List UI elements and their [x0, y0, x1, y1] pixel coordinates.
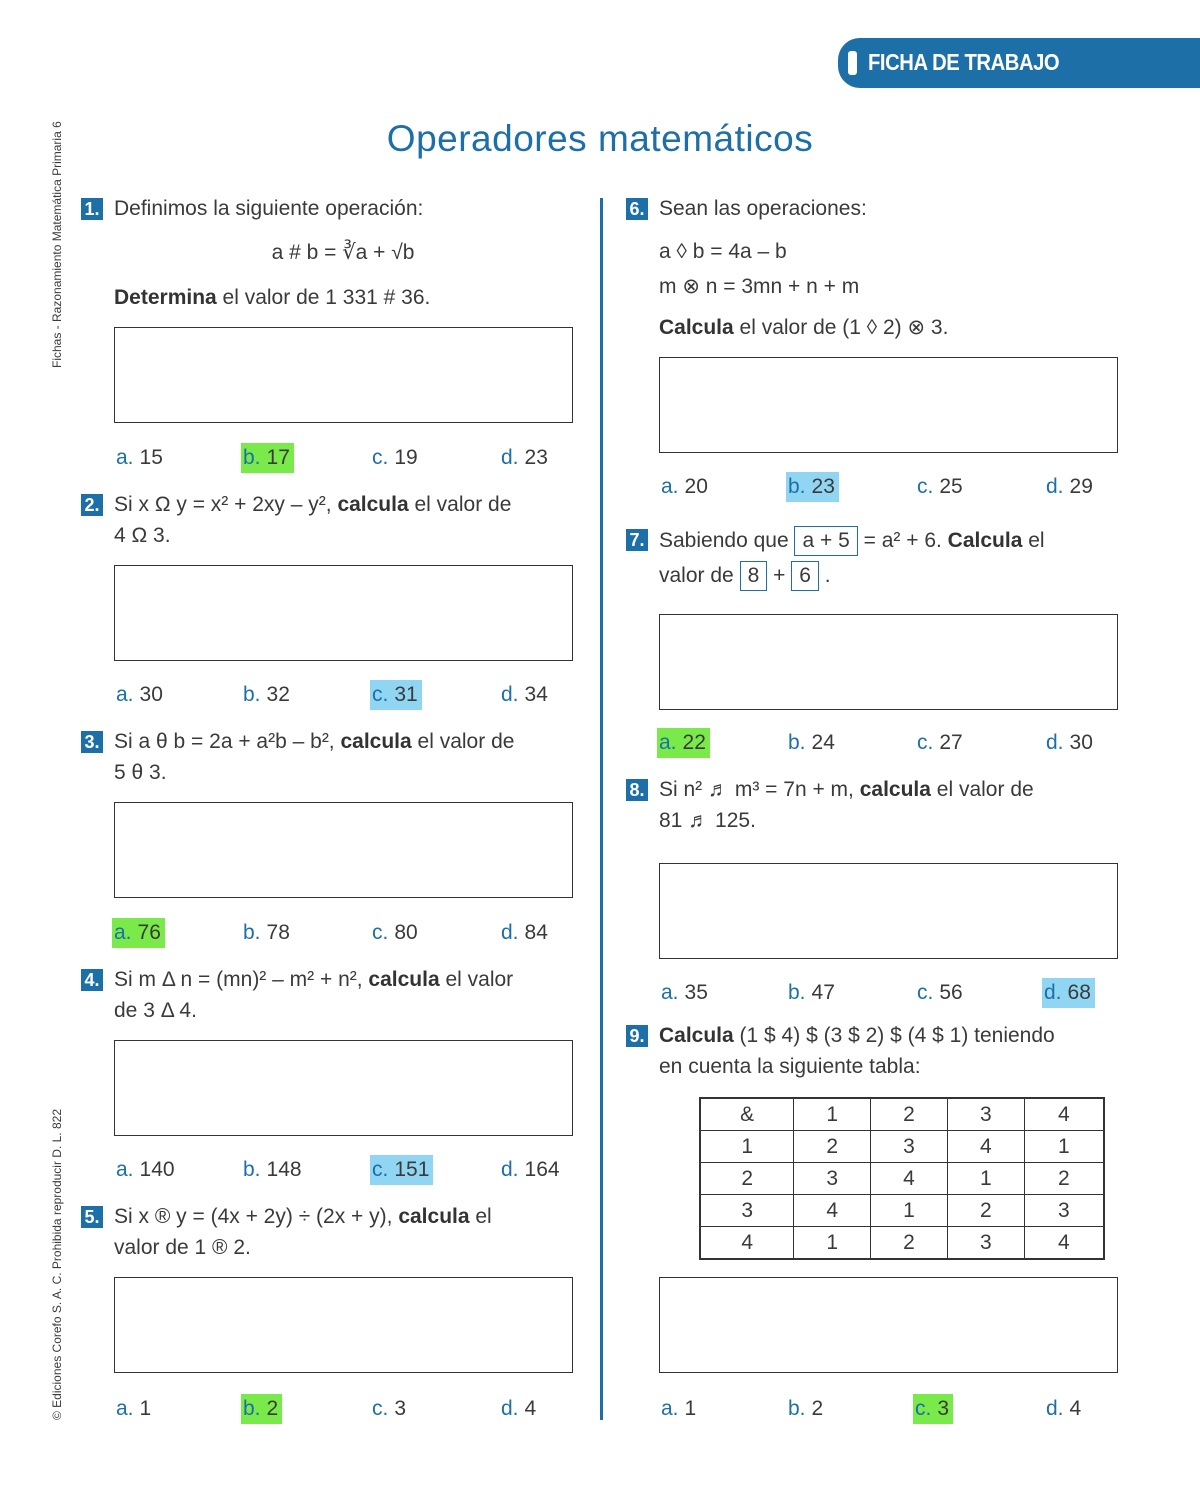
option-letter: c. — [917, 475, 934, 498]
option-letter: c. — [917, 731, 934, 754]
header-banner — [838, 38, 1200, 88]
option-letter: d. — [501, 683, 519, 706]
option-value: 148 — [266, 1158, 302, 1181]
option-value: 3 — [394, 1397, 407, 1420]
boxed-operator: 6 — [791, 561, 819, 591]
option-value: 1 — [139, 1397, 152, 1420]
table-cell: 4 — [794, 1195, 871, 1227]
question-text-part: Si m Δ n = (mn)² – m² + n², — [114, 968, 369, 991]
option-letter: b. — [788, 981, 806, 1004]
option-value: 3 — [937, 1397, 950, 1420]
table-cell: 2 — [794, 1131, 871, 1163]
option-c[interactable] — [370, 918, 422, 948]
table-row — [700, 1131, 1104, 1163]
table-cell: 4 — [947, 1131, 1024, 1163]
table-cell: 3 — [1024, 1195, 1104, 1227]
boxed-operator: 8 — [740, 561, 768, 591]
table-cell: 3 — [947, 1098, 1024, 1131]
option-value: 29 — [1069, 475, 1093, 498]
option-letter: a. — [659, 731, 677, 754]
plus-sign: + — [773, 564, 786, 587]
option-letter: a. — [661, 1397, 679, 1420]
option-a[interactable] — [114, 443, 167, 473]
option-b[interactable] — [241, 918, 294, 948]
table-cell: 3 — [700, 1195, 794, 1227]
option-d[interactable] — [499, 918, 552, 948]
option-value: 4 — [1069, 1397, 1082, 1420]
side-caption-top: Fichas - Razonamiento Matemática Primaria 6 — [50, 121, 64, 368]
option-c[interactable] — [370, 1155, 433, 1185]
option-value: 68 — [1067, 981, 1091, 1004]
answer-box[interactable] — [114, 1040, 573, 1136]
option-letter: d. — [1046, 475, 1064, 498]
option-letter: c. — [372, 683, 389, 706]
banner-title: FICHA DE TRABAJO — [868, 49, 1060, 75]
option-letter: c. — [372, 921, 389, 944]
option-b[interactable] — [241, 1155, 306, 1185]
formula: a # b = ∛a + √b — [271, 241, 415, 264]
question-text-rest: el valor de — [930, 778, 1034, 801]
answer-box[interactable] — [114, 565, 573, 661]
operation-table — [699, 1097, 1105, 1260]
option-value: 56 — [939, 981, 963, 1004]
option-a[interactable] — [657, 728, 710, 758]
table-cell: 4 — [1024, 1098, 1104, 1131]
question-text-rest: el valor de 1 331 # 36. — [216, 286, 431, 309]
option-a[interactable] — [659, 978, 712, 1008]
question-number: 4. — [81, 969, 103, 991]
question-text — [114, 964, 574, 1026]
table-cell: 2 — [871, 1098, 948, 1131]
option-letter: b. — [243, 921, 261, 944]
table-cell: 4 — [871, 1163, 948, 1195]
formula: m ⊗ n = 3mn + n + m — [659, 275, 860, 298]
answer-box[interactable] — [659, 1277, 1118, 1373]
question-text-line2: valor de 1 ® 2. — [114, 1236, 251, 1259]
option-value: 19 — [394, 446, 418, 469]
question-number: 5. — [81, 1206, 103, 1228]
option-value: 32 — [266, 683, 290, 706]
keyword: calcula — [337, 493, 409, 516]
option-letter: c. — [372, 446, 389, 469]
boxed-operator: a + 5 — [794, 526, 857, 556]
question-number: 3. — [81, 731, 103, 753]
option-letter: b. — [788, 731, 806, 754]
option-b[interactable] — [786, 1394, 827, 1424]
question-text — [659, 774, 1119, 836]
option-letter: b. — [243, 446, 261, 469]
question-text-line2: 81 ♬ 125. — [659, 809, 756, 832]
question-text-part: valor de — [659, 564, 734, 587]
option-b[interactable] — [786, 978, 839, 1008]
table-cell: 1 — [1024, 1131, 1104, 1163]
keyword: Calcula — [659, 316, 734, 339]
table-cell: 3 — [947, 1227, 1024, 1260]
keyword: calcula — [859, 778, 931, 801]
table-row — [700, 1163, 1104, 1195]
question-text-rest: el valor de — [411, 730, 515, 753]
option-value: 27 — [939, 731, 963, 754]
option-letter: a. — [116, 446, 134, 469]
option-letter: d. — [1046, 1397, 1064, 1420]
option-a[interactable] — [112, 918, 165, 948]
answer-box[interactable] — [114, 802, 573, 898]
option-a[interactable] — [659, 1394, 700, 1424]
option-d[interactable] — [1044, 472, 1097, 502]
option-b[interactable] — [786, 728, 839, 758]
question-text-rest: el — [469, 1205, 492, 1228]
keyword: calcula — [398, 1205, 470, 1228]
table-cell: 1 — [700, 1131, 794, 1163]
answer-box[interactable] — [114, 1277, 573, 1373]
option-d[interactable] — [1044, 1394, 1085, 1424]
option-d[interactable] — [499, 680, 552, 710]
keyword: Determina — [114, 286, 217, 309]
question-text — [114, 726, 574, 788]
option-value: 24 — [811, 731, 835, 754]
option-letter: a. — [661, 981, 679, 1004]
option-c[interactable] — [915, 472, 967, 502]
option-letter: c. — [915, 1397, 932, 1420]
table-cell: 2 — [947, 1195, 1024, 1227]
option-d[interactable] — [499, 1394, 540, 1424]
option-value: 84 — [524, 921, 548, 944]
question-text-line2: de 3 Δ 4. — [114, 999, 197, 1022]
option-a[interactable] — [114, 680, 167, 710]
table-cell: 4 — [700, 1227, 794, 1260]
option-value: 78 — [266, 921, 290, 944]
option-c[interactable] — [915, 978, 967, 1008]
option-letter: c. — [372, 1158, 389, 1181]
option-c[interactable] — [370, 680, 422, 710]
question-number: 8. — [626, 779, 648, 801]
question-text: Definimos la siguiente operación: — [114, 197, 424, 220]
option-a[interactable] — [659, 472, 712, 502]
option-value: 35 — [684, 981, 708, 1004]
option-letter: a. — [114, 921, 132, 944]
question-text — [114, 282, 430, 313]
option-value: 164 — [524, 1158, 560, 1181]
question-text — [659, 312, 948, 343]
answer-box[interactable] — [114, 327, 573, 423]
option-value: 15 — [139, 446, 163, 469]
question-number: 1. — [81, 198, 103, 220]
option-value: 2 — [811, 1397, 824, 1420]
answer-box[interactable] — [659, 614, 1118, 710]
keyword: Calcula — [659, 1024, 734, 1047]
question-text-rest: el valor — [439, 968, 514, 991]
option-letter: a. — [116, 683, 134, 706]
question-text-rest: el valor de — [408, 493, 512, 516]
option-value: 47 — [811, 981, 835, 1004]
option-a[interactable] — [114, 1155, 179, 1185]
option-value: 2 — [266, 1397, 279, 1420]
question-number: 6. — [626, 198, 648, 220]
option-d[interactable] — [499, 1155, 564, 1185]
question-text-part: Si a θ b = 2a + a²b – b², — [114, 730, 341, 753]
option-b[interactable] — [241, 1394, 282, 1424]
question-text-rest: el valor de (1 ◊ 2) ⊗ 3. — [733, 316, 949, 339]
option-letter: a. — [116, 1397, 134, 1420]
question-text-line2: 4 Ω 3. — [114, 524, 171, 547]
option-letter: d. — [501, 1397, 519, 1420]
option-c[interactable] — [913, 1394, 953, 1424]
answer-box[interactable] — [659, 357, 1118, 453]
table-cell: 2 — [1024, 1163, 1104, 1195]
question-text-rest: (1 $ 4) $ (3 $ 2) $ (4 $ 1) teniendo — [733, 1024, 1055, 1047]
table-cell: 3 — [871, 1131, 948, 1163]
page-title: Operadores matemáticos — [386, 118, 814, 159]
keyword: Calcula — [947, 529, 1023, 552]
question-text — [659, 1020, 1119, 1082]
option-letter: a. — [116, 1158, 134, 1181]
table-row — [700, 1195, 1104, 1227]
option-letter: c. — [372, 1397, 389, 1420]
option-b[interactable] — [786, 472, 839, 502]
option-value: 17 — [266, 446, 290, 469]
question-number: 7. — [626, 529, 648, 551]
question-text-line2: 5 θ 3. — [114, 761, 167, 784]
answer-box[interactable] — [659, 863, 1118, 959]
table-cell: & — [700, 1098, 794, 1131]
option-letter: d. — [501, 446, 519, 469]
option-value: 1 — [684, 1397, 697, 1420]
table-cell: 2 — [871, 1227, 948, 1260]
option-letter: a. — [661, 475, 679, 498]
option-value: 23 — [524, 446, 548, 469]
question-number: 2. — [81, 494, 103, 516]
formula: a ◊ b = 4a – b — [659, 240, 787, 263]
column-divider — [600, 198, 603, 1420]
table-cell: 1 — [947, 1163, 1024, 1195]
keyword: calcula — [368, 968, 440, 991]
question-number: 9. — [626, 1025, 648, 1047]
keyword: calcula — [340, 730, 412, 753]
question-text-part: Si n² ♬ m³ = 7n + m, — [659, 778, 860, 801]
option-letter: b. — [788, 1397, 806, 1420]
option-letter: d. — [501, 921, 519, 944]
option-d[interactable] — [1042, 978, 1095, 1008]
option-c[interactable] — [370, 443, 422, 473]
question-text-part: = a² + 6. — [863, 529, 948, 552]
period: . — [824, 564, 831, 587]
option-value: 20 — [684, 475, 708, 498]
table-cell: 1 — [794, 1098, 871, 1131]
question-text-line2: en cuenta la siguiente tabla: — [659, 1055, 921, 1078]
option-d[interactable] — [1044, 728, 1097, 758]
option-b[interactable] — [241, 443, 294, 473]
option-d[interactable] — [499, 443, 552, 473]
question-text-rest: el — [1022, 529, 1045, 552]
option-value: 30 — [1069, 731, 1093, 754]
table-cell: 1 — [871, 1195, 948, 1227]
table-cell: 4 — [1024, 1227, 1104, 1260]
question-text: Sean las operaciones: — [659, 197, 867, 220]
option-value: 30 — [139, 683, 163, 706]
question-text — [114, 489, 574, 551]
option-value: 23 — [811, 475, 835, 498]
question-text-part: Si x ® y = (4x + 2y) ÷ (2x + y), — [114, 1205, 399, 1228]
option-c[interactable] — [370, 1394, 410, 1424]
question-text — [659, 523, 1119, 593]
option-value: 22 — [682, 731, 706, 754]
option-letter: b. — [243, 683, 261, 706]
table-cell: 1 — [794, 1227, 871, 1260]
option-value: 4 — [524, 1397, 537, 1420]
question-text-part: Sabiendo que — [659, 529, 789, 552]
table-cell: 3 — [794, 1163, 871, 1195]
option-value: 25 — [939, 475, 963, 498]
option-letter: c. — [917, 981, 934, 1004]
banner-marker — [848, 51, 857, 75]
option-letter: d. — [1046, 731, 1064, 754]
table-cell: 2 — [700, 1163, 794, 1195]
option-c[interactable] — [915, 728, 967, 758]
option-a[interactable] — [114, 1394, 155, 1424]
table-row — [700, 1098, 1104, 1131]
question-text-part: Si x Ω y = x² + 2xy – y², — [114, 493, 338, 516]
option-value: 76 — [137, 921, 161, 944]
option-value: 34 — [524, 683, 548, 706]
option-value: 140 — [139, 1158, 175, 1181]
option-value: 80 — [394, 921, 418, 944]
option-letter: d. — [1044, 981, 1062, 1004]
option-letter: b. — [243, 1397, 261, 1420]
table-row — [700, 1227, 1104, 1260]
option-letter: b. — [788, 475, 806, 498]
question-text — [114, 1201, 574, 1263]
option-value: 151 — [394, 1158, 430, 1181]
option-letter: d. — [501, 1158, 519, 1181]
option-letter: b. — [243, 1158, 261, 1181]
option-value: 31 — [394, 683, 418, 706]
option-b[interactable] — [241, 680, 294, 710]
side-caption-bottom: © Ediciones Corefo S. A. C. Prohibida reproducir D. L. 822 — [50, 1109, 64, 1420]
